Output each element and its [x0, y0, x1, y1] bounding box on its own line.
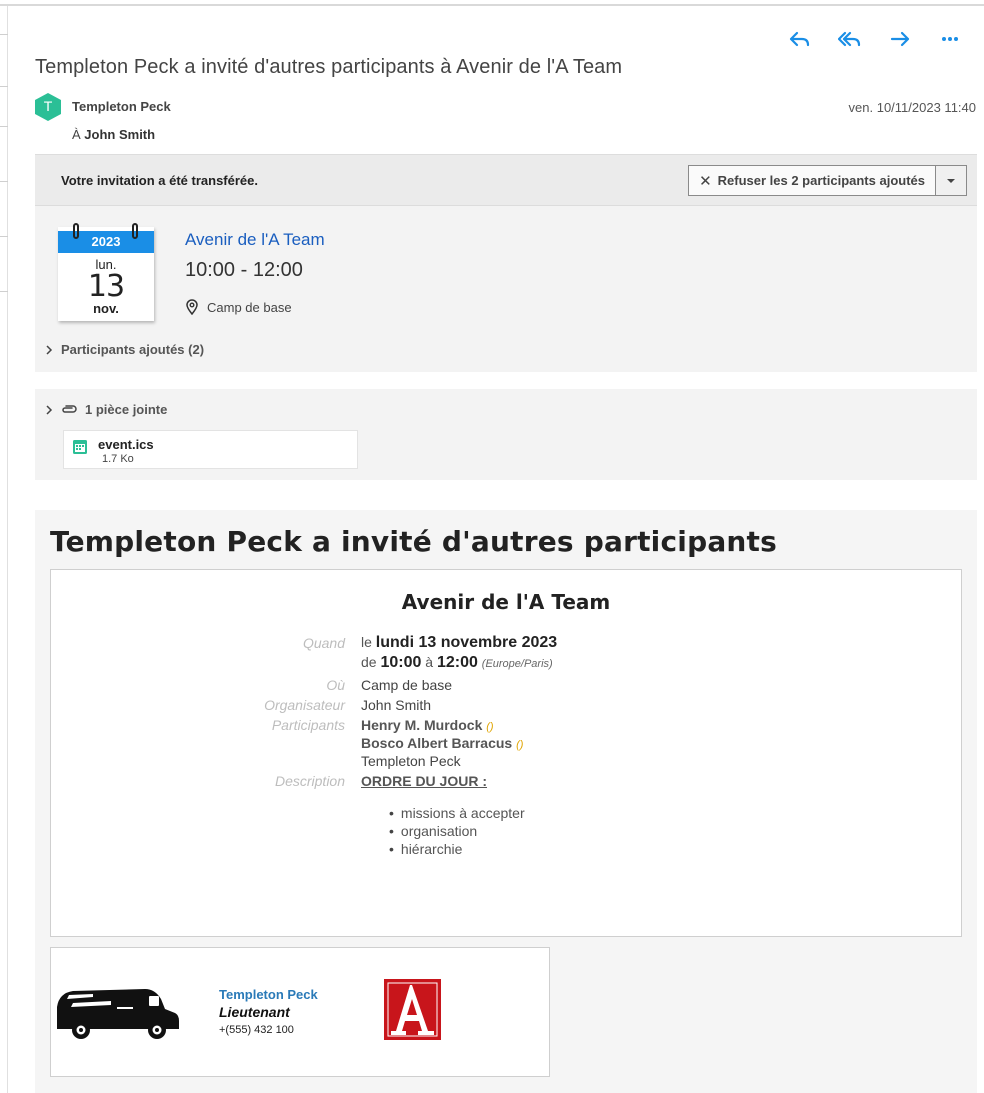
agenda-heading: ORDRE DU JOUR : — [361, 773, 488, 789]
forward-button[interactable] — [886, 28, 914, 50]
attachments-panel — [35, 389, 977, 480]
body-heading: Templeton Peck a invité d'autres participants — [50, 525, 777, 558]
forward-icon — [890, 31, 910, 47]
van-logo-icon — [53, 983, 181, 1041]
time-prefix: de — [361, 654, 377, 670]
participant-row — [361, 753, 461, 769]
calendar-month: nov. — [93, 301, 119, 316]
avatar — [35, 93, 61, 121]
calendar-date-icon — [56, 221, 154, 321]
attachment-size: 1.7 Ko — [102, 453, 134, 465]
paperclip-icon — [61, 405, 77, 415]
when-prefix: le — [361, 634, 372, 650]
recipient-prefix: À — [72, 127, 81, 142]
agenda-title — [361, 773, 487, 789]
decline-participants-button[interactable] — [689, 166, 936, 195]
value-where: Camp de base — [361, 677, 453, 693]
more-actions-button[interactable] — [936, 28, 964, 50]
a-team-logo-icon — [384, 979, 441, 1040]
reply-icon — [789, 31, 811, 47]
avatar-letter: T — [43, 98, 53, 114]
location-pin-icon — [185, 299, 199, 315]
reply-button[interactable] — [786, 28, 814, 50]
value-organizer: John Smith — [361, 697, 432, 713]
attachment-name: event.ics — [98, 437, 154, 452]
participant-row — [361, 717, 494, 733]
calendar-weekday: lun. — [95, 257, 117, 272]
time-end: 12:00 — [436, 654, 478, 671]
value-when-date — [361, 634, 557, 652]
event-location — [185, 299, 292, 315]
attachments-toggle[interactable] — [45, 402, 167, 417]
calendar-file-icon — [72, 438, 88, 455]
calendar-year: 2023 — [58, 231, 154, 253]
when-date: lundi 13 novembre 2023 — [375, 634, 558, 651]
timezone: (Europe/Paris) — [481, 658, 553, 670]
participant-name: Henry M. Murdock — [361, 717, 483, 733]
time-separator: à — [425, 654, 434, 670]
event-title-link[interactable]: Avenir de l'A Team — [185, 230, 325, 249]
reply-all-icon — [838, 31, 862, 47]
signature-phone: +(555) 432 100 — [219, 1024, 294, 1036]
invitation-panel — [35, 154, 977, 372]
caret-down-icon — [946, 178, 956, 184]
label-when: Quand — [302, 635, 345, 651]
attachments-count: 1 pièce jointe — [85, 402, 168, 417]
time-start: 10:00 — [380, 654, 422, 671]
chevron-right-icon — [45, 405, 53, 415]
decline-label: Refuser les 2 participants ajoutés — [717, 173, 925, 188]
message-date: ven. 10/11/2023 11:40 — [848, 100, 976, 115]
label-description: Description — [274, 773, 345, 789]
decline-split-button — [688, 165, 967, 196]
signature-title: Lieutenant — [219, 1004, 290, 1020]
recipient-line — [72, 127, 155, 142]
agenda-item: • hiérarchie — [389, 841, 462, 857]
added-participants-toggle[interactable] — [45, 342, 204, 357]
participant-name: Bosco Albert Barracus — [361, 735, 513, 751]
event-location-text: Camp de base — [207, 299, 292, 315]
left-pane-edge — [0, 6, 8, 1093]
decline-options-button[interactable] — [936, 166, 966, 195]
participant-status: () — [486, 721, 494, 733]
label-participants: Participants — [271, 717, 345, 733]
message-subject: Templeton Peck a invité d'autres participants à Avenir de l'A Team — [35, 56, 623, 78]
sender-name[interactable]: Templeton Peck — [72, 99, 171, 114]
event-details-title: Avenir de l'A Team — [401, 590, 611, 614]
participant-status: () — [516, 739, 524, 751]
value-when-time — [361, 654, 553, 672]
label-where: Où — [326, 677, 345, 693]
calendar-ring-icon — [132, 223, 138, 239]
close-icon: ✕ — [699, 172, 712, 190]
top-divider — [0, 4, 984, 6]
attachment-item[interactable] — [63, 430, 358, 469]
chevron-right-icon — [45, 345, 53, 355]
message-toolbar — [786, 28, 964, 50]
recipient-name[interactable]: John Smith — [84, 127, 156, 142]
invitation-bar — [35, 155, 977, 206]
email-signature — [50, 947, 550, 1077]
more-icon — [941, 36, 959, 42]
label-organizer: Organisateur — [264, 697, 345, 713]
agenda-item: • missions à accepter — [389, 805, 525, 821]
message-body — [35, 510, 977, 1093]
event-time: 10:00 - 12:00 — [185, 259, 303, 281]
added-participants-label: Participants ajoutés (2) — [61, 342, 205, 357]
event-details-box — [50, 569, 962, 937]
participant-name: Templeton Peck — [361, 753, 461, 769]
reply-all-button[interactable] — [836, 28, 864, 50]
calendar-day: 13 — [87, 269, 125, 304]
calendar-ring-icon — [73, 223, 79, 239]
participant-row — [361, 735, 523, 751]
invitation-notice: Votre invitation a été transférée. — [61, 173, 258, 188]
agenda-item: • organisation — [389, 823, 477, 839]
signature-name: Templeton Peck — [219, 987, 318, 1002]
